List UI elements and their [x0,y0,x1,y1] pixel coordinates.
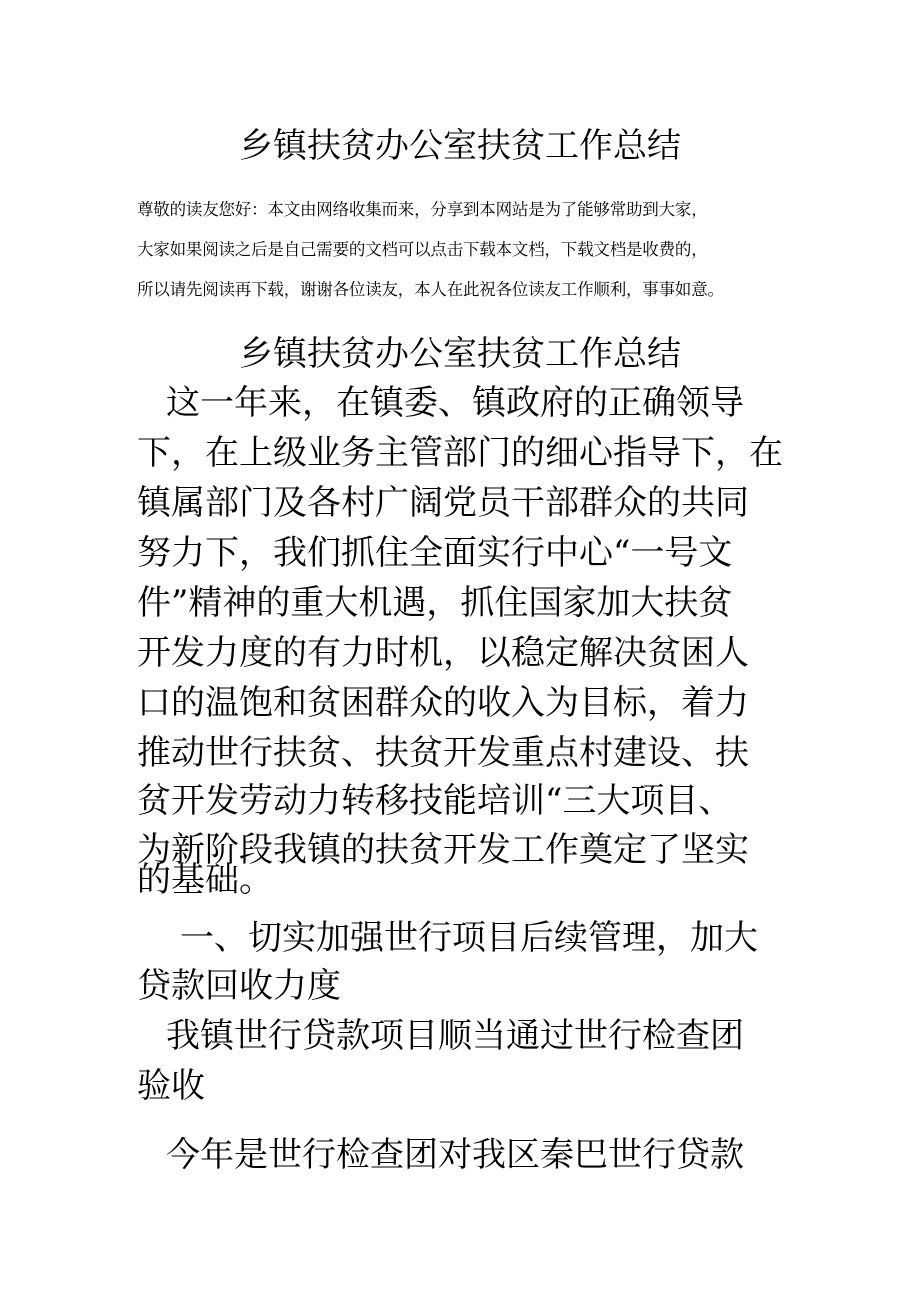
body-text-line: 件”精神的重大机遇，抓住国家加大扶贫 [137,583,733,623]
body-text-line: 镇属部门及各村广阔党员干部群众的共同 [137,483,749,523]
section-heading: 贷款回收力度 [137,966,341,1006]
notice-line: 所以请先阅读再下载，谢谢各位读友，本人在此祝各位读友工作顺利，事事如意。 [137,280,724,299]
body-text-line: 今年是世行检查团对我区秦巴世行贷款 [166,1135,744,1175]
notice-line: 大家如果阅读之后是自己需要的文档可以点击下载本文档，下载文档是收费的， [137,240,708,259]
body-text-line: 贫开发劳动力转移技能培训“三大项目、 [137,781,733,821]
body-text-line: 这一年来，在镇委、镇政府的正确领导 [166,383,744,423]
page-title: 乡镇扶贫办公室扶贫工作总结 [239,126,681,166]
body-text-line: 为新阶段我镇的扶贫开发工作奠定了坚实 [137,830,749,870]
body-text-line: 推动世行扶贫、扶贫开发重点村建设、扶 [137,733,749,773]
notice-line: 尊敬的读友您好：本文由网络收集而来，分享到本网站是为了能够常助到大家， [137,200,708,219]
body-title: 乡镇扶贫办公室扶贫工作总结 [239,334,681,374]
body-text-line: 努力下，我们抓住全面实行中心“一号文 [137,533,733,573]
body-text-line: 开发力度的有力时机，以稳定解决贫困人 [137,633,749,673]
body-text-line: 验收 [137,1066,205,1106]
body-text-line: 下，在上级业务主管部门的细心指导下，在 [137,433,783,473]
body-text-line: 我镇世行贷款项目顺当通过世行检查团 [166,1016,744,1056]
section-heading: 一、切实加强世行项目后续管理，加大 [180,918,758,958]
body-text-line: 口的温饱和贫困群众的收入为目标，着力 [137,683,749,723]
body-text-line: 的基础。 [137,860,273,900]
